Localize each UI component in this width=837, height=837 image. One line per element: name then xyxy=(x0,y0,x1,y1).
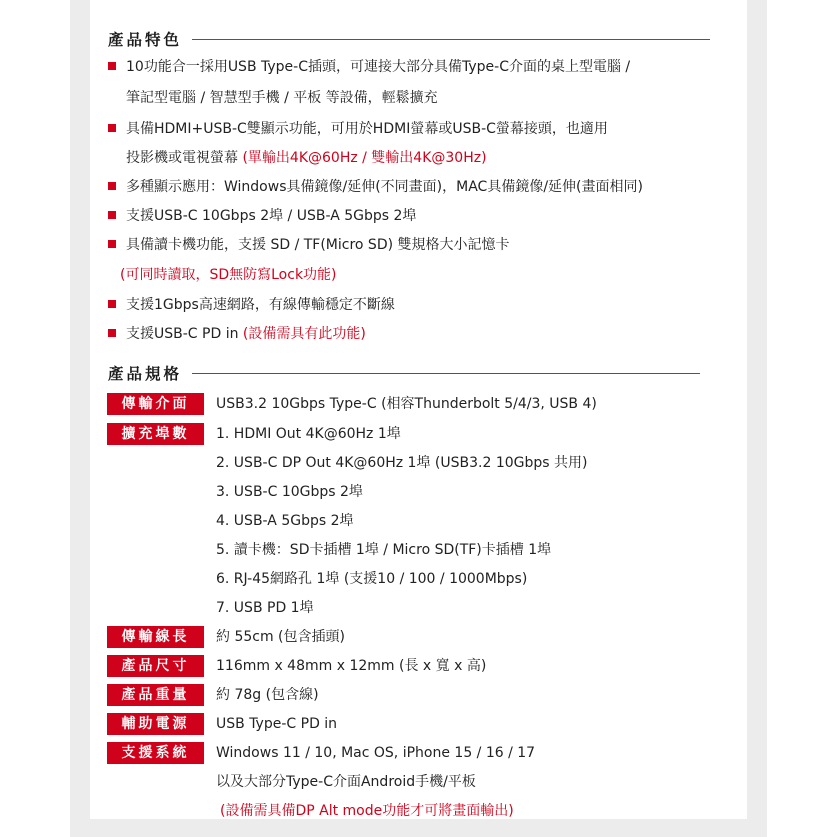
features-heading-rule xyxy=(192,39,710,40)
bullet-icon xyxy=(108,182,116,190)
spec-label-interface: 傳輸介面 xyxy=(107,393,204,415)
spec-value-os-2: 以及大部分Type-C介面Android手機/平板 xyxy=(216,774,476,790)
spec-value-os-note: (設備需具備DP Alt mode功能才可將畫面輸出) xyxy=(220,803,514,819)
spec-label-ports: 擴充埠數 xyxy=(107,423,204,445)
feature-2-line1: 具備HDMI+USB-C雙顯示功能，可用於HDMI螢幕或USB-C螢幕接頭，也適用 xyxy=(126,121,608,137)
feature-1-line1: 10功能合一採用USB Type-C插頭，可連接大部分具備Type-C介面的桌上型電腦 / xyxy=(126,59,631,75)
spec-value-weight: 約 78g (包含線) xyxy=(216,687,319,703)
feature-5-note: (可同時讀取，SD無防寫Lock功能) xyxy=(120,267,337,283)
spec-label-cable: 傳輸線長 xyxy=(107,626,204,648)
feature-item-5 xyxy=(108,236,510,254)
bullet-icon xyxy=(108,329,116,337)
spec-port-1: 1. HDMI Out 4K@60Hz 1埠 xyxy=(216,426,401,442)
feature-item-1 xyxy=(108,58,630,76)
bullet-icon xyxy=(108,300,116,308)
spec-port-7: 7. USB PD 1埠 xyxy=(216,600,314,616)
spec-port-2: 2. USB-C DP Out 4K@60Hz 1埠 (USB3.2 10Gbps 共用) xyxy=(216,455,588,471)
spec-port-6: 6. RJ-45網路孔 1埠 (支援10 / 100 / 1000Mbps) xyxy=(216,571,528,587)
features-heading-text: 產品特色 xyxy=(108,31,183,49)
feature-item-4 xyxy=(108,207,416,225)
feature-2-line2 xyxy=(126,149,487,167)
spec-label-weight: 產品重量 xyxy=(107,684,204,706)
feature-1-line2: 筆記型電腦 / 智慧型手機 / 平板 等設備，輕鬆擴充 xyxy=(126,90,438,106)
specs-heading-rule xyxy=(192,373,700,374)
spec-label-power: 輔助電源 xyxy=(107,713,204,735)
feature-5-line1: 具備讀卡機功能，支援 SD / TF(Micro SD) 雙規格大小記憶卡 xyxy=(126,237,510,253)
feature-2-line2-text: 投影機或電視螢幕 xyxy=(126,150,243,166)
bullet-icon xyxy=(108,240,116,248)
feature-2-note: (單輸出4K@60Hz / 雙輸出4K@30Hz) xyxy=(242,150,487,166)
spec-port-5: 5. 讀卡機：SD卡插槽 1埠 / Micro SD(TF)卡插槽 1埠 xyxy=(216,542,552,558)
spec-label-size: 產品尺寸 xyxy=(107,655,204,677)
spec-label-os: 支援系統 xyxy=(107,742,204,764)
spec-port-4: 4. USB-A 5Gbps 2埠 xyxy=(216,513,354,529)
feature-item-2 xyxy=(108,120,608,138)
spec-value-interface: USB3.2 10Gbps Type-C (相容Thunderbolt 5/4/3, USB 4) xyxy=(216,396,597,412)
feature-7-text: 支援USB-C PD in xyxy=(126,326,243,342)
feature-3-line1: 多種顯示應用：Windows具備鏡像/延伸(不同畫面)，MAC具備鏡像/延伸(畫面相同) xyxy=(126,179,643,195)
bullet-icon xyxy=(108,62,116,70)
feature-6-line1: 支援1Gbps高速網路，有線傳輸穩定不斷線 xyxy=(126,297,395,313)
spec-value-power: USB Type-C PD in xyxy=(216,716,338,732)
feature-4-line1: 支援USB-C 10Gbps 2埠 / USB-A 5Gbps 2埠 xyxy=(126,208,417,224)
features-heading xyxy=(108,28,710,50)
feature-item-3 xyxy=(108,178,643,196)
specs-heading xyxy=(108,362,700,384)
feature-item-6 xyxy=(108,296,395,314)
specs-heading-text: 產品規格 xyxy=(108,365,183,383)
spec-port-3: 3. USB-C 10Gbps 2埠 xyxy=(216,484,363,500)
feature-7-note: (設備需具有此功能) xyxy=(242,326,366,342)
spec-value-size: 116mm x 48mm x 12mm (長 x 寬 x 高) xyxy=(216,658,487,674)
bullet-icon xyxy=(108,124,116,132)
spec-value-os-1: Windows 11 / 10, Mac OS, iPhone 15 / 16 / 17 xyxy=(216,745,536,761)
spec-value-cable: 約 55cm (包含插頭) xyxy=(216,629,345,645)
bullet-icon xyxy=(108,211,116,219)
feature-item-7 xyxy=(108,325,366,343)
